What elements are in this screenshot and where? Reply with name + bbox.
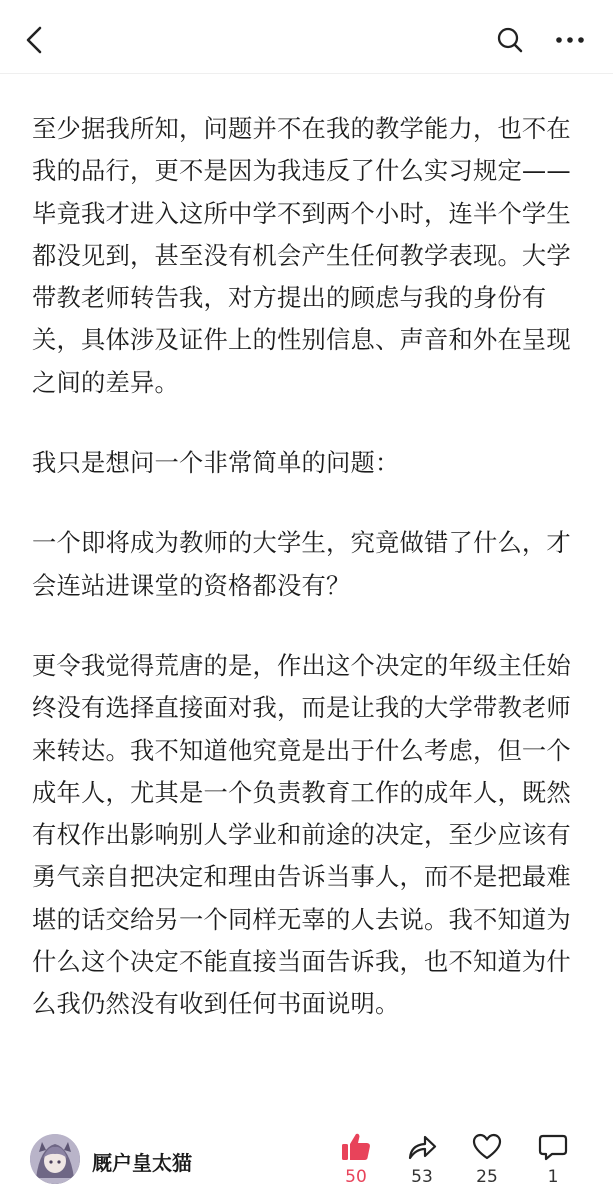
like-count: 50 (345, 1167, 367, 1187)
like-button[interactable] (326, 1129, 386, 1187)
share-count: 53 (411, 1167, 433, 1187)
article-paragraph: 更令我觉得荒唐的是，作出这个决定的年级主任始终没有选择直接面对我，而是让我的大学带教老师来转达。我不知道他究竟是出于什么考虑，但一个成年人，尤其是一个负责教育工作的成年人，既然有权作出影响别人学业和前途的决定，至少应该有勇气亲自把决定和理由告诉当事人，而不是把最难堪的话交给另一个同样无辜的人去说。我不知道为什么这个决定不能直接当面告诉我，也不知道为什么我仍然没有收到任何书面说明。 (32, 650, 571, 1019)
favorite-count: 25 (476, 1167, 498, 1187)
author-name[interactable]: 厩户皇太猫 (92, 1151, 192, 1175)
more-horizontal-icon (555, 36, 585, 44)
chevron-left-icon (23, 25, 45, 55)
article-paragraph: 一个即将成为教师的大学生，究竟做错了什么，才会连站进课堂的资格都没有？ (32, 528, 571, 600)
top-navigation-bar (0, 0, 613, 74)
share-icon (406, 1131, 438, 1163)
article-body (32, 108, 592, 1064)
search-button[interactable] (490, 20, 530, 60)
favorite-button[interactable] (457, 1129, 517, 1187)
thumbs-up-icon (340, 1131, 372, 1163)
article-paragraph: 我只是想问一个非常简单的问题： (32, 448, 400, 478)
search-icon (496, 26, 524, 54)
avatar-image (30, 1134, 80, 1184)
back-button[interactable] (14, 20, 54, 60)
comment-button[interactable] (523, 1129, 583, 1187)
bottom-action-bar (0, 1125, 613, 1200)
comment-count: 1 (547, 1167, 559, 1187)
comment-icon (537, 1131, 569, 1163)
more-options-button[interactable] (550, 20, 590, 60)
heart-icon (471, 1131, 503, 1163)
share-button[interactable] (392, 1129, 452, 1187)
avatar[interactable] (30, 1134, 80, 1184)
article-paragraph: 至少据我所知，问题并不在我的教学能力，也不在我的品行，更不是因为我违反了什么实习规定——毕竟我才进入这所中学不到两个小时，连半个学生都没见到，甚至没有机会产生任何教学表现。大学带教老师转告我，对方提出的顾虑与我的身份有关，具体涉及证件上的性别信息、声音和外在呈现之间的差异。 (32, 114, 571, 397)
